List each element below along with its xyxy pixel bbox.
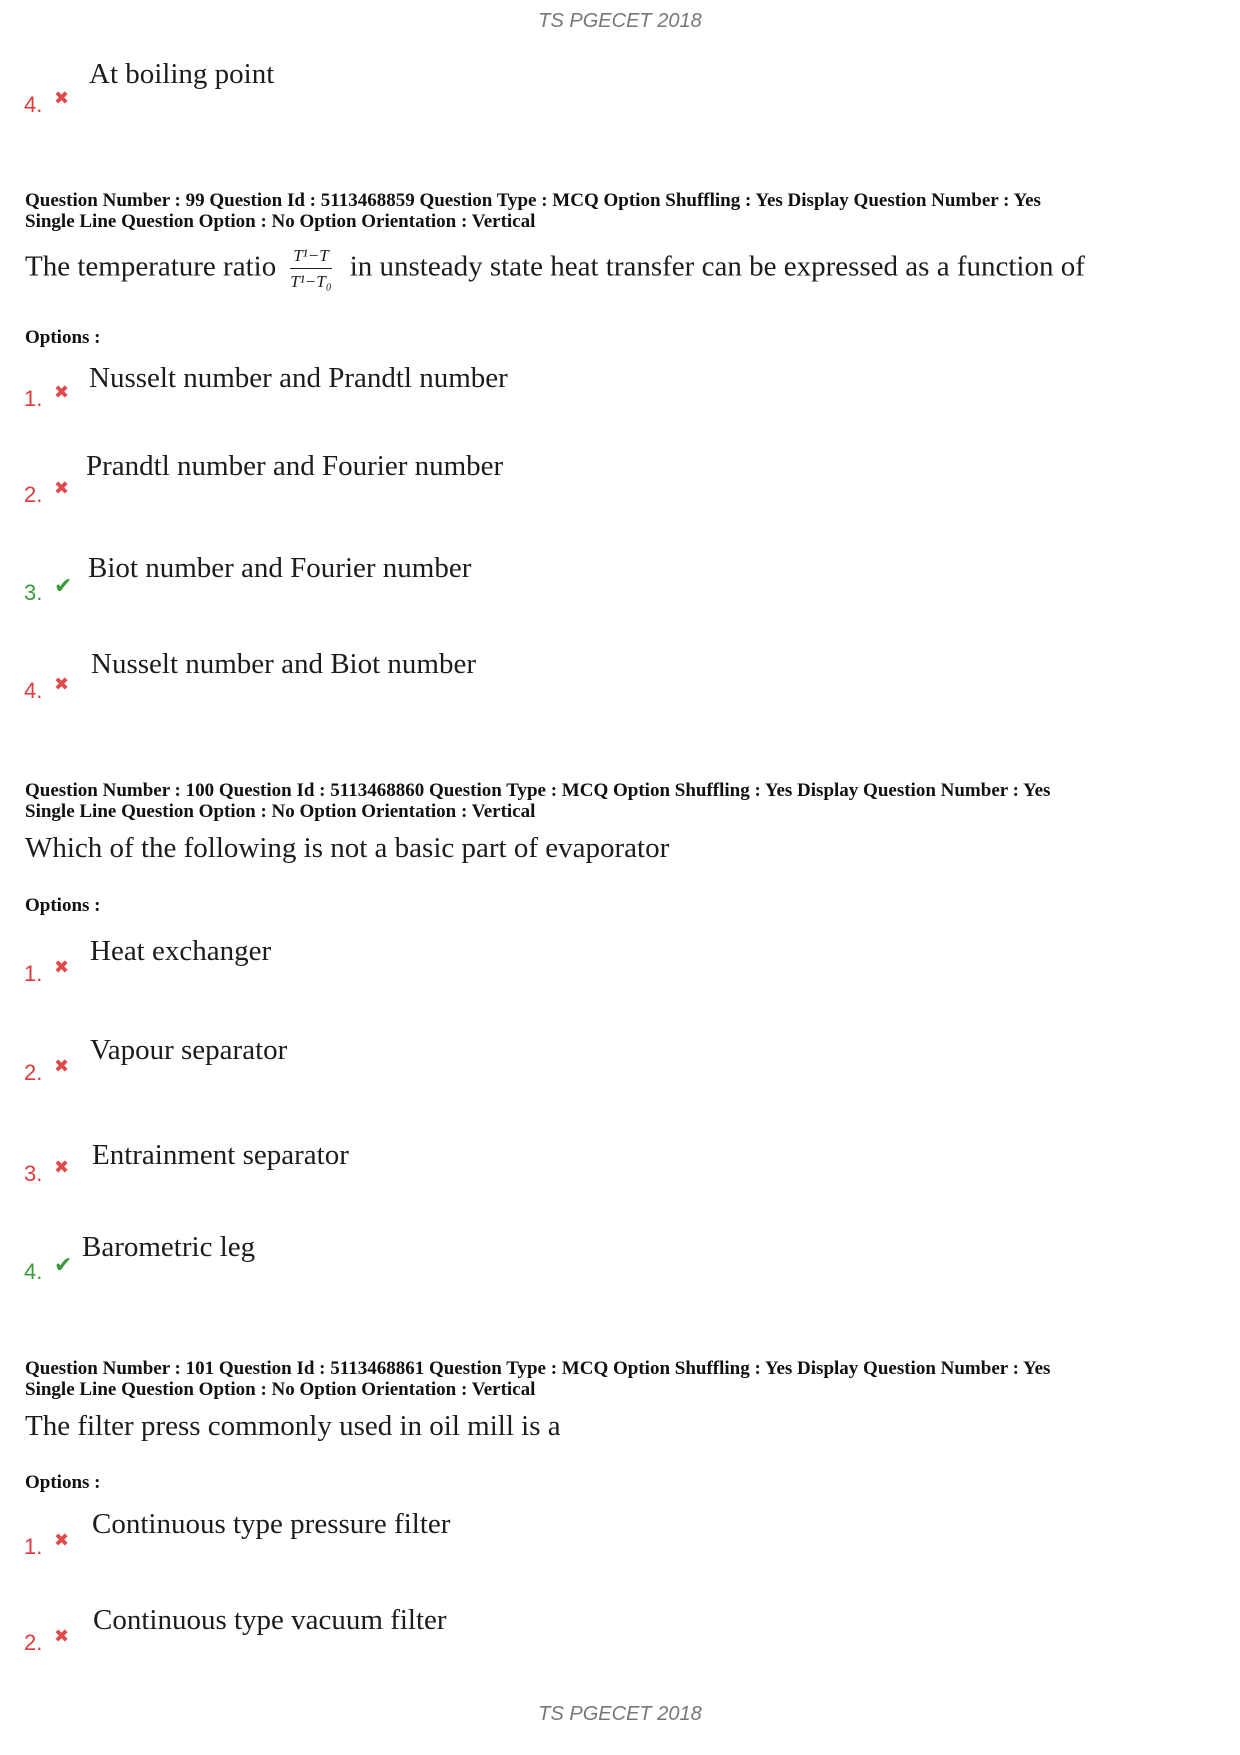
question-text: The filter press commonly used in oil mill is a	[25, 1410, 561, 1442]
option-text: Heat exchanger	[90, 935, 272, 967]
option-item	[0, 362, 800, 422]
option-item	[0, 1604, 800, 1664]
question-meta: Question Number : 99 Question Id : 5113468859 Question Type : MCQ Option Shuffling : Yes Display Question Number : Yes Single Line Question Option : No Option Orientation : Vertical	[25, 190, 1041, 232]
option-text: Continuous type pressure filter	[92, 1508, 451, 1540]
option-item	[0, 1231, 800, 1291]
option-text: Entrainment separator	[92, 1139, 349, 1171]
option-text: Biot number and Fourier number	[88, 552, 472, 584]
cross-icon: ✖	[54, 957, 70, 978]
options-label: Options :	[25, 327, 101, 348]
option-number: 4.	[24, 92, 43, 117]
check-icon: ✔	[54, 574, 73, 599]
option-number: 4.	[24, 678, 43, 703]
option-item	[0, 552, 800, 612]
option-item	[0, 935, 800, 995]
page-header: TS PGECET 2018	[538, 10, 702, 32]
cross-icon: ✖	[54, 1056, 70, 1077]
page-footer: TS PGECET 2018	[538, 1703, 702, 1725]
question-text: The temperature ratio $\frac{\text{T¹−T}}{\text{T¹−T₀}}$ in unsteady state heat transfer can be expressed as a function of	[25, 246, 1085, 291]
cross-icon: ✖	[54, 382, 70, 403]
option-text: Nusselt number and Prandtl number	[89, 362, 508, 394]
question-meta: Question Number : 101 Question Id : 5113468861 Question Type : MCQ Option Shuffling : Yes Display Question Number : Yes Single Line Question Option : No Option Orientation : Vertical	[25, 1358, 1051, 1400]
options-label: Options :	[25, 895, 101, 916]
option-item	[0, 1139, 800, 1199]
option-text: Continuous type vacuum filter	[93, 1604, 447, 1636]
option-number: 2.	[24, 1630, 43, 1655]
question-text: Which of the following is not a basic part of evaporator	[25, 832, 670, 864]
option-text: Nusselt number and Biot number	[91, 648, 477, 680]
option-number: 3.	[24, 580, 43, 605]
option-text: Vapour separator	[90, 1034, 288, 1066]
option-number: 2.	[24, 482, 43, 507]
option-number: 1.	[24, 961, 43, 986]
option-text: Prandtl number and Fourier number	[86, 450, 504, 482]
cross-icon: ✖	[54, 1157, 70, 1178]
cross-icon: ✖	[54, 1626, 70, 1647]
cross-icon: ✖	[54, 1530, 70, 1551]
option-text: Barometric leg	[82, 1231, 256, 1263]
option-text: At boiling point	[89, 58, 275, 90]
option-item	[0, 58, 800, 118]
check-icon: ✔	[54, 1253, 73, 1278]
option-number: 2.	[24, 1060, 43, 1085]
cross-icon: ✖	[54, 88, 70, 109]
option-item	[0, 1508, 800, 1568]
temperature-ratio-fraction: $\frac{\text{T¹−T}}{\text{T¹−T₀}}$	[290, 246, 332, 291]
option-item	[0, 450, 800, 510]
option-number: 3.	[24, 1161, 43, 1186]
option-item	[0, 648, 800, 708]
cross-icon: ✖	[54, 674, 70, 695]
options-label: Options :	[25, 1472, 101, 1493]
option-number: 1.	[24, 386, 43, 411]
option-number: 4.	[24, 1259, 43, 1284]
question-meta: Question Number : 100 Question Id : 5113468860 Question Type : MCQ Option Shuffling : Yes Display Question Number : Yes Single Line Question Option : No Option Orientation : Vertical	[25, 780, 1051, 822]
option-number: 1.	[24, 1534, 43, 1559]
cross-icon: ✖	[54, 478, 70, 499]
option-item	[0, 1034, 800, 1094]
